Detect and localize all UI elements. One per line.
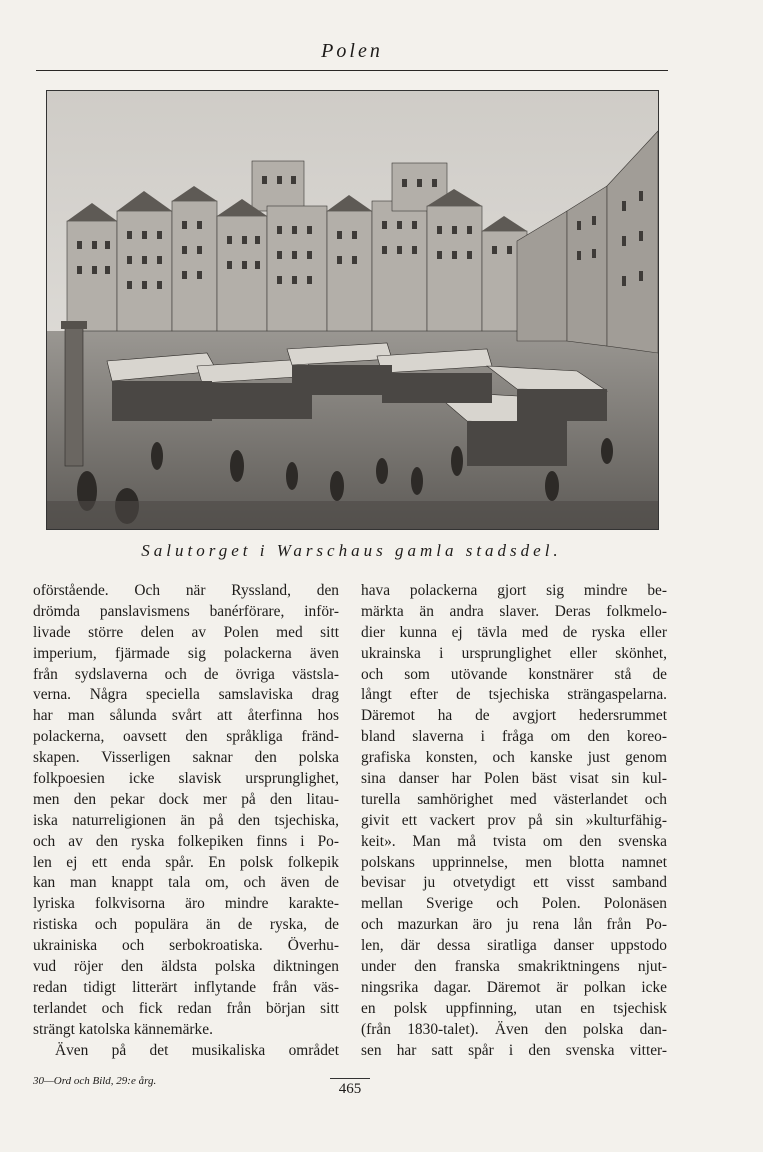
text-line: ristiska och populära än de ryska, de <box>33 916 339 934</box>
figure-caption: Salutorget i Warschaus gamla stadsdel. <box>141 541 562 560</box>
text-line: drömda panslavismens banérförare, inför- <box>33 602 339 620</box>
text-column-right <box>361 581 667 1061</box>
text-column-left <box>33 581 339 1061</box>
page-number: 465 <box>330 1078 370 1098</box>
text-line: grafiska konsten, och kanske just genom <box>361 749 667 767</box>
text-line: och mazurkan äro ju rena lån från Po- <box>361 916 667 934</box>
text-line: livade större delen av Polen med sitt <box>33 623 339 641</box>
text-line: märkta än andra slaver. Deras folkmelo- <box>361 602 667 620</box>
text-line: hava polackerna gjort sig mindre be- <box>361 582 667 599</box>
text-line: folkpoesien icke slavisk ursprunglighet, <box>33 770 339 788</box>
text-line: dier kunna ej tävla med de ryska eller <box>361 623 667 641</box>
market-photo <box>46 90 659 530</box>
text-line: polackerna, oavsett den språkliga fränd- <box>33 728 339 746</box>
printer-signature: 30—Ord och Bild, 29:e årg. <box>33 1075 157 1087</box>
text-line: sen har satt spår i den svenska vitter- <box>361 1041 667 1059</box>
text-line: Däremot ha de avgjort hedersrummet <box>361 707 667 725</box>
text-line: och som utövande konstnärer stå de <box>361 665 667 683</box>
text-line: polskans upprinnelse, men blotta namnet <box>361 853 667 871</box>
text-line: keit». Man må tvista om den svenska <box>361 832 667 850</box>
text-line: skapen. Visserligen saknar den polska <box>33 749 339 767</box>
text-line: ukrainiska och serbokroatiska. Överhu- <box>33 937 339 955</box>
text-line: strängt katolska kännemärke. <box>33 1020 213 1038</box>
text-line: Även på det musikaliska området <box>55 1041 339 1059</box>
text-line: bland slaverna i fråga om den koreo- <box>361 728 667 746</box>
text-line: mellan Sverige och Polen. Polonäsen <box>361 895 667 913</box>
text-line: en polsk uppfinning, utan en tsjechisk <box>361 999 667 1017</box>
text-line: lyriska folkvisorna äro mindre karakte- <box>33 895 339 913</box>
text-line: iska naturreligionen än på den tsjechiska, <box>33 811 339 829</box>
text-line: kan man knappt tala om, och även de <box>33 874 339 892</box>
text-line: och av den ryska folkepiken finns i Po- <box>33 832 339 850</box>
text-line: verna. Några speciella samslaviska drag <box>33 686 339 704</box>
text-line: turella samhörighet med västerlandet och <box>361 790 667 808</box>
text-line: har man sålunda svårt att återfinna hos <box>33 707 339 725</box>
text-line: ningsrika dagar. Däremot är polkan icke <box>361 978 667 996</box>
text-line: oförstående. Och när Ryssland, den <box>33 582 339 599</box>
market-square-illustration <box>47 91 658 529</box>
text-line: len ej ett enda spår. En polsk folkepik <box>33 853 339 871</box>
text-line: bevisar ju otvetydigt ett visst samband <box>361 874 667 892</box>
text-line: imperium, fjärmade sig polackerna även <box>33 644 339 662</box>
text-line: sina danser har Polen bäst visat sin kul- <box>361 770 667 788</box>
page-title: Polen <box>321 40 383 62</box>
text-line: från sydslaverna och de övriga västsla- <box>33 665 339 683</box>
text-line: under den franska smakriktningens njut- <box>361 958 667 976</box>
text-line: len, där dessa siratliga danser uppstodo <box>361 937 667 955</box>
text-line: vud röjer den äldsta polska diktningen <box>33 958 339 976</box>
text-line: ukrainska i ursprunglighet eller skönhet, <box>361 644 667 662</box>
text-line: långt efter de tsjechiska strängaspelarna. <box>361 686 667 704</box>
running-header <box>36 36 668 71</box>
text-line: givit ett vackert prov på sin »kulturfähig- <box>361 811 667 829</box>
text-line: terlandet och fick redan från början sitt <box>33 999 339 1017</box>
text-line: men den pekar dock mer på den litau- <box>33 790 339 808</box>
text-line: redan tidigt litterärt inflytande från väs- <box>33 978 339 996</box>
text-line: (från 1830-talet). Även den polska dan- <box>361 1020 667 1038</box>
